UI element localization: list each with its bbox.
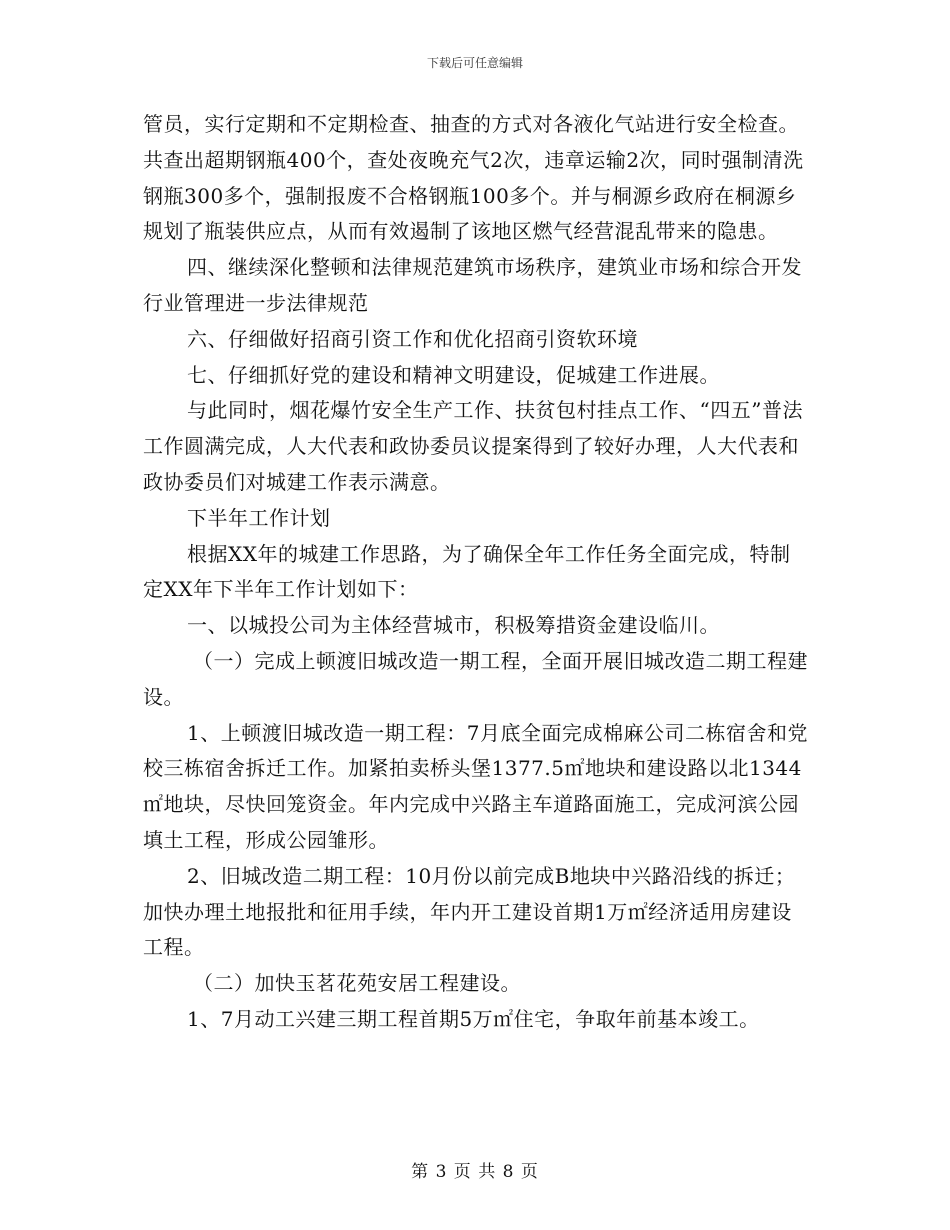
paragraph-plan-one-sub-two: （二）加快玉茗花苑安居工程建设。 (193, 971, 521, 996)
paragraph-plan-one-sub-one-item-one: 1、上顿渡旧城改造一期工程：7月底全面完成棉麻公司二栋宿舍和党校三栋宿舍拆迁工作。加紧拍卖桥头堡1377.5㎡地块和建设路以北1344㎡地块，尽快回笼资金。年内完成中兴路主车道路面施工，完成河滨公园填土工程，形成公园雏形。 (143, 720, 808, 852)
page-footer: 第 3 页 共 8 页 (411, 1162, 539, 1182)
paragraph-item-seven: 七、仔细抓好党的建设和精神文明建设，促城建工作进展。 (187, 362, 720, 387)
document-body (143, 107, 808, 1038)
paragraph-plan-one-sub-one: （一）完成上顿渡旧城改造一期工程，全面开展旧城改造二期工程建设。 (143, 648, 808, 709)
paragraph-inspection: 管员，实行定期和不定期检查、抽查的方式对各液化气站进行安全检查。共查出超期钢瓶400个，查处夜晚充气2次，违章运输2次，同时强制清洗钢瓶300多个，强制报废不合格钢瓶100多个。并与桐源乡政府在桐源乡规划了瓶装供应点，从而有效遏制了该地区燃气经营混乱带来的隐患。 (143, 112, 804, 244)
page-header: 下载后可任意编辑 (426, 56, 523, 70)
section-heading-plan: 下半年工作计划 (187, 505, 331, 530)
paragraph-plan-one-sub-one-item-two: 2、旧城改造二期工程：10月份以前完成B地块中兴路沿线的拆迁；加快办理土地报批和征用手续，年内开工建设首期1万㎡经济适用房建设工程。 (143, 863, 796, 960)
paragraph-meanwhile: 与此同时，烟花爆竹安全生产工作、扶贫包村挂点工作、“四五”普法工作圆满完成，人大代表和政协委员议提案得到了较好办理，人大代表和政协委员们对城建工作表示满意。 (143, 398, 803, 494)
paragraph-item-four: 四、继续深化整顿和法律规范建筑市场秩序，建筑业市场和综合开发行业管理进一步法律规范 (143, 255, 802, 315)
paragraph-item-six: 六、仔细做好招商引资工作和优化招商引资软环境 (187, 326, 638, 351)
paragraph-plan-one-sub-two-item-one: 1、7月动工兴建三期工程首期5万㎡住宅，争取年前基本竣工。 (187, 1006, 760, 1031)
paragraph-plan-one: 一、以城投公司为主体经营城市，积极筹措资金建设临川。 (187, 613, 720, 638)
paragraph-plan-intro: 根据XX年的城建工作思路，为了确保全年工作任务全面完成，特制定XX年下半年工作计划如下： (143, 541, 791, 602)
